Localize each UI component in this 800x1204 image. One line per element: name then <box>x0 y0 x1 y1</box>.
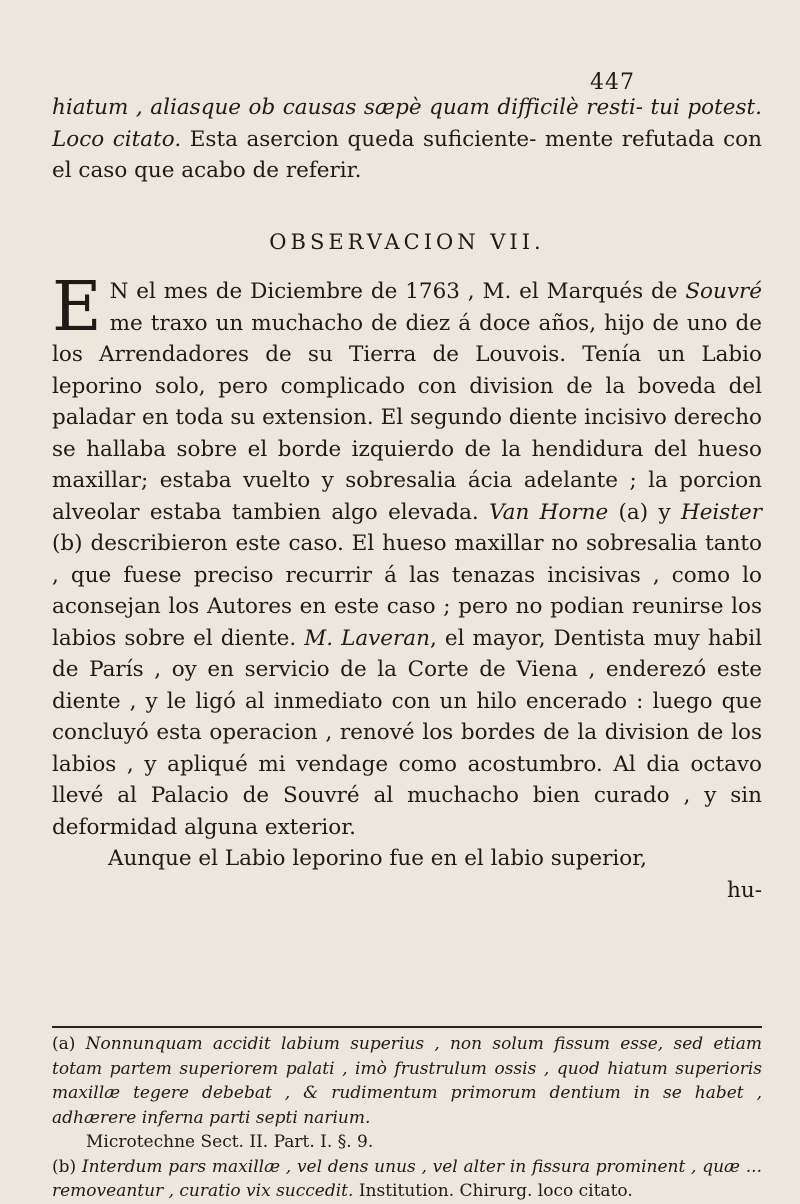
footnote-a <box>52 1032 762 1130</box>
name-heister: Heister <box>680 499 762 525</box>
text-span: , el mayor, Dentista muy habil de París , oy en servicio de la Corte de Viena , enderezó este diente , y le ligó al inmediato con un hilo encerado : luego que concluyó esta operacion , renové los bordes de la division de los labios , y apliqué mi vendage como acostumbro. Al dia octavo llevé al Palacio de Souvré al muchacho bien curado , y sin deformidad alguna exterior. <box>52 625 762 840</box>
footnote-text: Nonnunquam accidit labium superius , non solum fissum esse, sed etiam totam partem superiorem palati , imò frustrulum ossis , quod hiatum superioris maxillæ tegere debebat , & rudimentum primorum dentium in se habet , adhærere inferna parti septi narium. <box>52 1034 762 1128</box>
name-souvre: Souvré <box>685 279 762 304</box>
name-laveran: M. Laveran <box>304 625 430 651</box>
intro-latin-1: hiatum , aliasque ob causas sæpè quam difficilè resti- <box>52 95 644 120</box>
footnote-a-source: Microtechne Sect. II. Part. I. §. 9. <box>86 1132 374 1152</box>
footnotes <box>52 1032 762 1204</box>
intro-text: Esta asercion queda suficiente- <box>181 126 537 152</box>
intro-paragraph <box>52 92 762 187</box>
intro-text-end: mente refutada con el caso que acabo de referir. <box>52 126 762 183</box>
drop-cap: E <box>52 268 102 347</box>
text-span: N el mes de Diciembre de 1763 , M. el Marqués <box>109 279 644 304</box>
name-van-horne: Van Horne <box>489 499 609 525</box>
footnote-b <box>52 1155 762 1204</box>
text-span: describieron este caso. El hueso maxillar no sobresalia tanto , que fuese preciso recurrir á las tenazas incisivas , como lo aconsejan los Autores en este caso ; pero no podian reunirse los labios sobre el diente. <box>52 531 762 651</box>
main-text <box>52 92 762 906</box>
catchword: hu- <box>727 877 762 903</box>
observation-paragraph <box>52 268 762 843</box>
text-span: me traxo un muchacho de diez á doce <box>109 310 531 336</box>
page-number: 447 <box>590 70 635 95</box>
intro-latin-2: tui potest. Loco citato. <box>52 95 762 152</box>
footnote-rule <box>52 1026 762 1028</box>
note-ref-a: (a) <box>608 499 649 525</box>
section-heading: OBSERVACION VII. <box>269 229 545 254</box>
text-span: de <box>650 279 686 304</box>
footnote-b-source: Institution. Chirurg. loco citato. <box>353 1181 633 1201</box>
footnote-text: Interdum pars maxillæ , vel dens unus , vel alter in fissura prominent , quæ ... removeantur , curatio vix succedit. <box>52 1156 762 1201</box>
text-span: y <box>648 499 681 525</box>
next-paragraph: Aunque el Labio leporino fue en el labio superior, <box>108 846 647 871</box>
footnote-label: (b) <box>52 1156 77 1177</box>
text-span: años, hijo de uno de los Arrendadores de su Tierra de Louvois. Tenía un Labio leporino solo, pero complicado con division de la boveda del paladar en toda su extension. El segundo diente incisivo derecho se hallaba sobre el borde izquierdo de la hendidura del hueso maxillar; estaba vuelto y sobresalia ácia adelante ; la porcion alveolar estaba tambien algo elevada. <box>52 310 762 525</box>
footnote-label: (a) <box>52 1034 76 1054</box>
note-ref-b: (b) <box>52 531 83 556</box>
